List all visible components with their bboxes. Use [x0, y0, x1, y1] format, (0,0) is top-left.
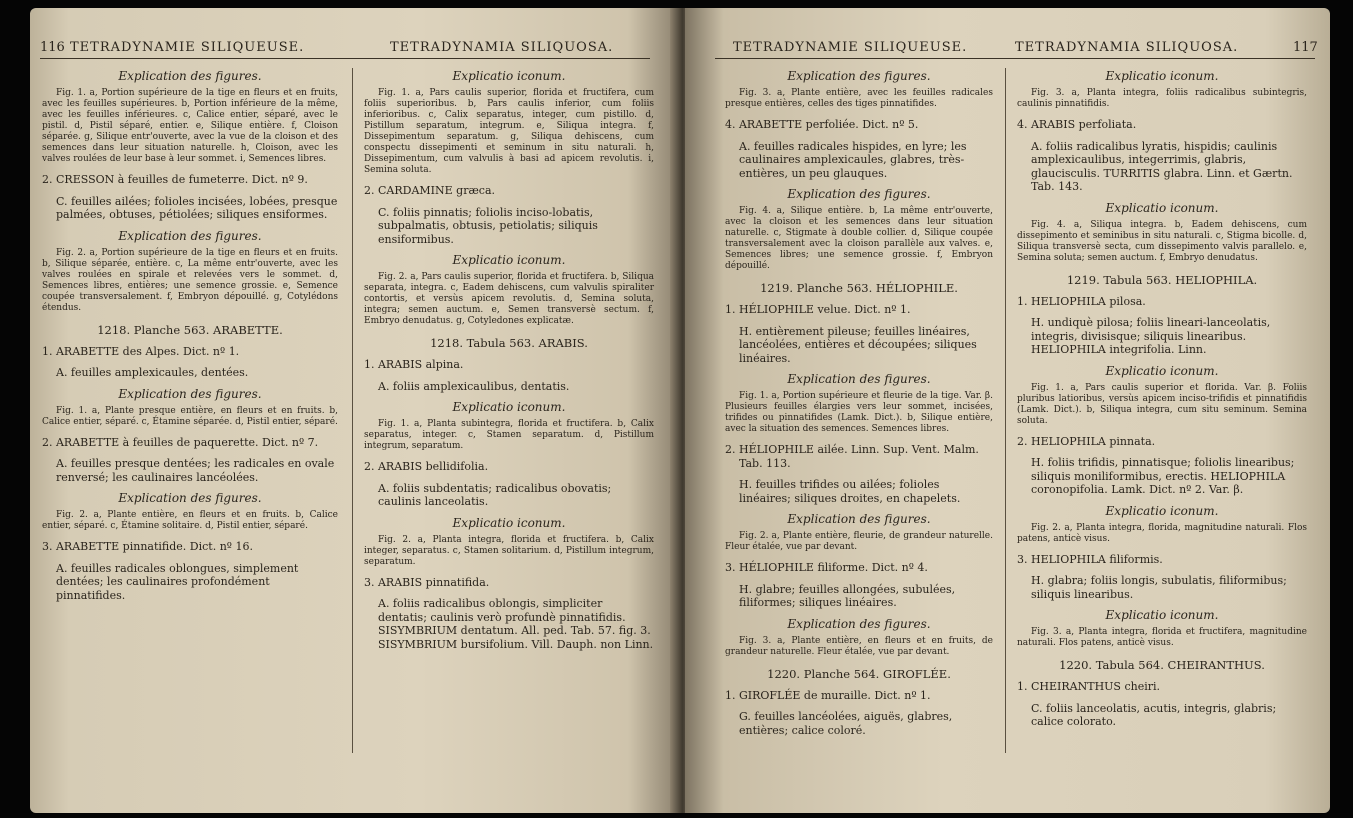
- text-block-plate: 1218. Planche 563. ARABETTE.: [97, 322, 283, 337]
- text-block-entry: 2. HELIOPHILA pinnata.: [1017, 434, 1156, 448]
- text-block-para: Fig. 2. a, Plante entière, en fleurs et en fruits. b, Calice entier, séparé. c, Étamine solitaire. d, Pistil entier, séparé.: [42, 510, 338, 531]
- text-block-para: Fig. 3. a, Planta integra, florida et fructifera, magnitudine naturali. Flos patens, anticè visus.: [1017, 627, 1307, 648]
- left-page-latin-column: [364, 64, 654, 659]
- text-block-note: H. undiquè pilosa; foliis lineari-lanceolatis, integris, divisisque; siliquis linearibus. HELIOPHILA integrifolia. Linn.: [1031, 316, 1271, 356]
- text-block-note: H. glabre; feuilles allongées, subulées, filiformes; siliques linéaires.: [739, 582, 956, 609]
- text-block-heading: Explication des figures.: [787, 69, 931, 83]
- text-block-heading: Explication des figures.: [787, 372, 931, 386]
- text-block-heading: Explicatio iconum.: [452, 400, 566, 414]
- text-block-para: Fig. 3. a, Planta integra, foliis radicalibus subintegris, caulinis pinnatifidis.: [1017, 88, 1307, 109]
- text-block-note: G. feuilles lancéolées, aiguës, glabres, entières; calice coloré.: [739, 710, 953, 737]
- text-block-note: A. foliis radicalibus oblongis, simpliciter dentatis; caulinis verò profundè pinnatifidis. SISYMBRIUM dentatum. All. ped. Tab. 57. fig. 3. SISYMBRIUM bursifolium. Vill. Dauph. non Linn.: [378, 597, 654, 651]
- text-block-para: Fig. 1. a, Planta subintegra, florida et fructifera. b, Calix separatus, integer. c, Stamen separatum. d, Pistillum integrum, separatum.: [364, 419, 654, 451]
- text-block-para: Fig. 1. a, Plante presque entière, en fleurs et en fruits. b, Calice entier, séparé. c, Étamine séparée. d, Pistil entier, séparé.: [42, 405, 338, 427]
- text-block-heading: Explicatio iconum.: [1105, 69, 1219, 83]
- left-page: [30, 8, 680, 813]
- page-header-french: TETRADYNAMIE SILIQUEUSE.: [70, 40, 305, 55]
- open-book: [30, 8, 1330, 813]
- text-block-para: Fig. 1. a, Pars caulis superior, florida et fructifera, cum foliis superioribus. b, Pars caulis inferior, cum foliis inferioribus. c, Calix separatus, integer, cum pistillo. d, Pistillum separatum, integrum. e, Siliqua integra. f, Dissepimentum separatum. g, Siliqua dehiscens, cum conspectu dissepimenti et seminum in situ naturali. h, Dissepimentum, cum valvulis à basi ad apicem revolutis. i, Semina soluta.: [364, 88, 654, 175]
- right-page: [685, 8, 1330, 813]
- text-block-note: A. foliis radicalibus lyratis, hispidis; caulinis amplexicaulibus, integerrimis, glabris, glaucisculis. TURRITIS glabra. Linn. et Gærtn. Tab. 143.: [1031, 139, 1293, 193]
- text-block-entry: 1. ARABETTE des Alpes. Dict. nº 1.: [42, 344, 240, 358]
- text-block-para: Fig. 2. a, Pars caulis superior, florida et fructifera. b, Siliqua separata, integra. c, Eadem dehiscens, cum valvulis spiraliter contortis, et versùs apicem revolutis. d, Semina soluta, integra; semen auctum. e, Semen transversè sectum. f, Embryo denudatus. g, Cotyledones explicatæ.: [364, 272, 654, 326]
- text-block-para: Fig. 3. a, Plante entière, avec les feuilles radicales presque entières, celles des tiges pinnatifides.: [725, 88, 993, 109]
- text-block-entry: 1. GIROFLÉE de muraille. Dict. nº 1.: [725, 688, 931, 702]
- text-block-plate: 1219. Tabula 563. HELIOPHILA.: [1066, 272, 1258, 287]
- text-block-heading: Explication des figures.: [118, 491, 262, 505]
- column-divider: [1005, 68, 1006, 753]
- text-block-entry: 3. HELIOPHILA filiformis.: [1017, 552, 1163, 566]
- text-block-heading: Explicatio iconum.: [452, 515, 566, 530]
- text-block-plate: 1220. Planche 564. GIROFLÉE.: [767, 666, 951, 681]
- header-rule: [715, 58, 1315, 59]
- page-header-latin: TETRADYNAMIA SILIQUOSA.: [1015, 40, 1239, 55]
- text-block-entry: 2. ARABIS bellidifolia.: [364, 460, 489, 473]
- left-page-french-column: [42, 64, 338, 610]
- text-block-note: A. feuilles amplexicaules, dentées.: [56, 366, 249, 379]
- text-block-heading: Explication des figures.: [787, 512, 931, 526]
- column-divider: [352, 68, 353, 753]
- text-block-heading: Explication des figures.: [118, 69, 262, 83]
- text-block-note: H. feuilles trifides ou ailées; folioles linéaires; siliques droites, en chapelets.: [739, 478, 961, 505]
- text-block-para: Fig. 1. a, Portion supérieure de la tige en fleurs et en fruits, avec les feuilles supérieures. b, Portion inférieure de la même, avec les feuilles inférieures. c, Calice entier, séparé, avec le pistil. d, Pistil séparé, entier. e, Silique entière. f, Cloison séparée. g, Silique entr'ouverte, avec la vue de la cloison et des semences dans leur situation naturelle. h, Cloison, avec les valves roulées de leur base à leur sommet. i, Semences libres.: [42, 88, 338, 164]
- text-block-para: Fig. 2. a, Planta integra, florida, magnitudine naturali. Flos patens, anticè visus.: [1017, 522, 1307, 544]
- page-number: 117: [1293, 40, 1318, 55]
- text-block-para: Fig. 4. a, Silique entière. b, La même entr'ouverte, avec la cloison et les semences dans leur situation naturelle. c, Stigmate à double collier. d, Silique coupée transversalement avec la cloison parallèle aux valves. e, Semences libres; une semence grossie. f, Embryon dépouillé.: [725, 206, 993, 271]
- text-block-entry: 1. HELIOPHILA pilosa.: [1017, 294, 1146, 308]
- text-block-entry: 4. ARABIS perfoliata.: [1017, 118, 1137, 131]
- text-block-entry: 3. HÉLIOPHILE filiforme. Dict. nº 4.: [725, 561, 928, 574]
- text-block-entry: 3. ARABIS pinnatifida.: [364, 575, 490, 589]
- text-block-entry: 4. ARABETTE perfoliée. Dict. nº 5.: [725, 118, 919, 131]
- text-block-entry: 2. CARDAMINE græca.: [364, 184, 496, 197]
- text-block-plate: 1220. Tabula 564. CHEIRANTHUS.: [1059, 658, 1265, 672]
- text-block-heading: Explication des figures.: [118, 386, 262, 401]
- text-block-entry: 1. ARABIS alpina.: [364, 358, 464, 371]
- page-header-latin: TETRADYNAMIA SILIQUOSA.: [390, 40, 614, 55]
- text-block-heading: Explication des figures.: [787, 187, 931, 201]
- text-block-para: Fig. 2. a, Plante entière, fleurie, de grandeur naturelle. Fleur étalée, vue par devant.: [725, 531, 993, 552]
- text-block-para: Fig. 4. a, Siliqua integra. b, Eadem dehiscens, cum dissepimento et seminibus in situ naturali. c, Stigma bicolle. d, Siliqua transversè secta, cum dissepimento valvis parallelo. e, Semina soluta; semen auctum. f, Embryo denudatus.: [1017, 219, 1307, 263]
- text-block-note: H. glabra; foliis longis, subulatis, filiformibus; siliquis linearibus.: [1031, 574, 1287, 601]
- text-block-heading: Explicatio iconum.: [1105, 608, 1219, 622]
- text-block-entry: 3. ARABETTE pinnatifide. Dict. nº 16.: [42, 540, 253, 553]
- text-block-plate: 1218. Tabula 563. ARABIS.: [430, 336, 588, 350]
- text-block-note: C. feuilles ailées; folioles incisées, lobées, presque palmées, obtuses, pétiolées; siliques ensiformes.: [56, 194, 338, 221]
- text-block-note: A. feuilles radicales hispides, en lyre; les caulinaires amplexicaules, glabres, très-entières, un peu glauques.: [739, 139, 967, 180]
- text-block-note: A. foliis amplexicaulibus, dentatis.: [378, 379, 570, 393]
- right-page-french-column: [725, 64, 993, 745]
- right-page-latin-column: [1017, 64, 1307, 737]
- text-block-note: A. feuilles presque dentées; les radicales en ovale renversé; les caulinaires lancéolées.: [56, 457, 335, 484]
- text-block-heading: Explicatio iconum.: [1105, 503, 1219, 518]
- text-block-note: H. foliis trifidis, pinnatisque; foliolis linearibus; siliquis moniliformibus, erectis. HELIOPHILA coronopifolia. Lamk. Dict. nº 2. Var. β.: [1031, 456, 1295, 496]
- text-block-entry: 1. HÉLIOPHILE velue. Dict. nº 1.: [725, 303, 911, 316]
- text-block-note: C. foliis lanceolatis, acutis, integris, glabris; calice colorato.: [1031, 701, 1277, 728]
- text-block-para: Fig. 2. a, Planta integra, florida et fructifera. b, Calix integer, separatus. c, Stamen solitarium. d, Pistillum integrum, separatum.: [364, 534, 654, 567]
- text-block-heading: Explicatio iconum.: [1105, 200, 1219, 215]
- text-block-heading: Explication des figures.: [787, 616, 931, 631]
- text-block-heading: Explicatio iconum.: [1105, 363, 1219, 378]
- page-header-french: TETRADYNAMIE SILIQUEUSE.: [733, 40, 968, 55]
- text-block-plate: 1219. Planche 563. HÉLIOPHILE.: [760, 281, 958, 295]
- text-block-heading: Explication des figures.: [118, 228, 262, 243]
- text-block-entry: 2. HÉLIOPHILE ailée. Linn. Sup. Vent. Malm. Tab. 113.: [725, 443, 979, 470]
- text-block-para: Fig. 1. a, Portion supérieure et fleurie de la tige. Var. β. Plusieurs feuilles élargies vers leur sommet, incisées, trifides ou pinnatifides (Lamk. Dict.). b, Silique entière, avec la situation des semences. Semences libres.: [725, 391, 993, 434]
- text-block-entry: 2. ARABETTE à feuilles de paquerette. Dict. nº 7.: [42, 435, 319, 449]
- header-rule: [40, 58, 650, 59]
- text-block-heading: Explicatio iconum.: [452, 69, 566, 83]
- text-block-entry: 1. CHEIRANTHUS cheiri.: [1017, 680, 1161, 693]
- text-block-para: Fig. 1. a, Pars caulis superior et florida. Var. β. Foliis pluribus latioribus, versùs apicem inciso-trifidis et pinnatifidis (Lamk. Dict.). b, Siliqua integra, cum situ seminum. Semina soluta.: [1017, 382, 1307, 426]
- text-block-para: Fig. 3. a, Plante entière, en fleurs et en fruits, de grandeur naturelle. Fleur étalée, vue par devant.: [725, 635, 993, 657]
- text-block-heading: Explicatio iconum.: [452, 253, 566, 267]
- text-block-note: C. foliis pinnatis; foliolis inciso-lobatis, subpalmatis, obtusis, petiolatis; siliquis ensiformibus.: [378, 205, 598, 246]
- text-block-note: H. entièrement pileuse; feuilles linéaires, lancéolées, entières et découpées; siliques linéaires.: [739, 324, 977, 365]
- text-block-note: A. foliis subdentatis; radicalibus obovatis; caulinis lanceolatis.: [378, 481, 612, 508]
- text-block-entry: 2. CRESSON à feuilles de fumeterre. Dict. nº 9.: [42, 173, 308, 186]
- page-number: 116: [40, 40, 65, 55]
- text-block-para: Fig. 2. a, Portion supérieure de la tige en fleurs et en fruits. b, Silique séparée, entière. c, La même entr'ouverte, avec les valves roulées en spirale et relevées vers le sommet. d, Semences libres, entières; une semence grossie. e, Semence coupée transversalement. f, Embryon dépouillé. g, Cotylédons étendus.: [42, 247, 338, 313]
- text-block-note: A. feuilles radicales oblongues, simplement dentées; les caulinaires profondément pinnatifides.: [56, 561, 299, 602]
